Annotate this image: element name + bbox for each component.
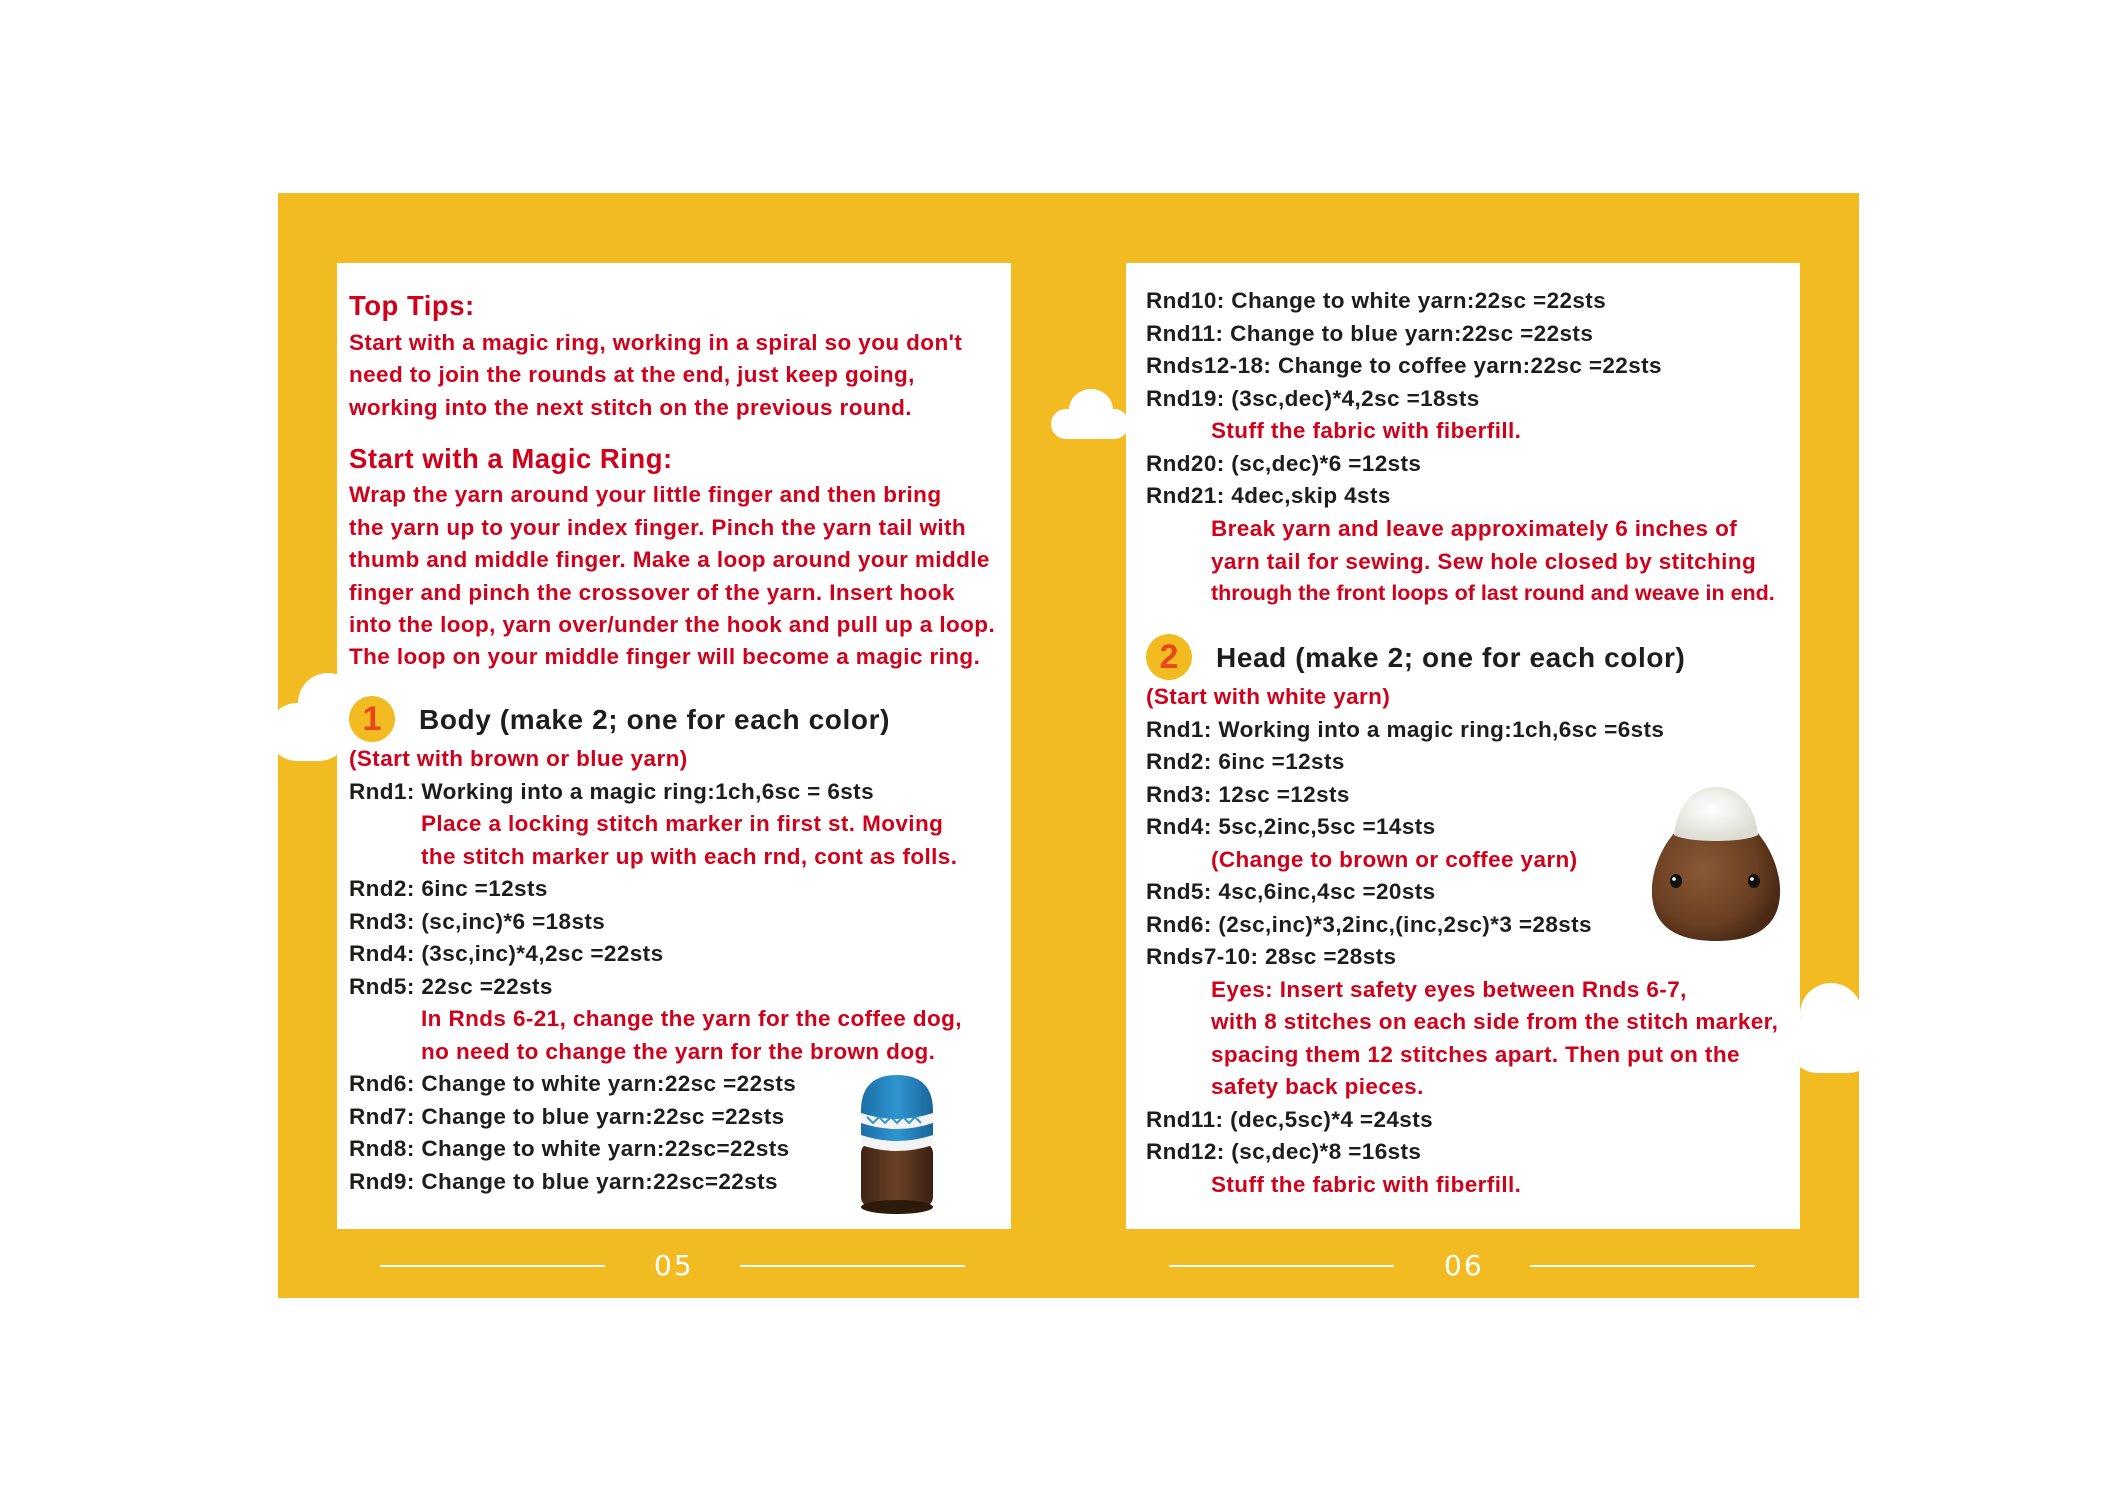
pattern-row: Rnd2: 6inc =12sts [1146,749,1345,774]
start-note: (Start with white yarn) [1146,684,1391,709]
footer-divider [1530,1265,1755,1267]
start-note: (Start with brown or blue yarn) [349,746,688,771]
booklet-spread [278,193,1859,1298]
pattern-row: Rnd4: (3sc,inc)*4,2sc =22sts [349,941,664,966]
magic-ring-title: Start with a Magic Ring: [349,443,673,474]
pattern-note: with 8 stitches on each side from the stitch marker, [1211,1009,1779,1034]
left-page [337,263,1011,1229]
pattern-note: Break yarn and leave approximately 6 inches of [1211,516,1738,541]
pattern-row: Rnd4: 5sc,2inc,5sc =14sts [1146,814,1436,839]
pattern-row: Rnd1: Working into a magic ring:1ch,6sc =6sts [1146,717,1665,742]
pattern-row: Rnd20: (sc,dec)*6 =12sts [1146,451,1422,476]
pattern-row: Rnd3: 12sc =12sts [1146,782,1350,807]
pattern-row: Rnd9: Change to blue yarn:22sc=22sts [349,1169,778,1194]
magic-ring-line: the yarn up to your index finger. Pinch the yarn tail with [349,515,967,540]
pattern-row: Rnd8: Change to white yarn:22sc=22sts [349,1136,790,1161]
cloud-middle-icon [1051,389,1129,439]
pattern-note: the stitch marker up with each rnd, cont as folls. [421,844,958,869]
magic-ring-line: thumb and middle finger. Make a loop around your middle [349,547,990,572]
top-tips-line: need to join the rounds at the end, just keep going, [349,362,915,387]
page-number: 05 [654,1249,694,1282]
crochet-head-photo-icon [1648,783,1784,943]
magic-ring-line: The loop on your middle finger will become a magic ring. [349,644,981,669]
top-tips-line: Start with a magic ring, working in a spiral so you don't [349,330,963,355]
page-number: 06 [1444,1249,1484,1282]
pattern-note: Stuff the fabric with fiberfill. [1211,1172,1522,1197]
pattern-row: Rnd2: 6inc =12sts [349,876,548,901]
right-page [1126,263,1800,1229]
pattern-row: Rnd12: (sc,dec)*8 =16sts [1146,1139,1422,1164]
footer-divider [380,1265,605,1267]
pattern-row: Rnd5: 4sc,6inc,4sc =20sts [1146,879,1436,904]
pattern-row: Rnds7-10: 28sc =28sts [1146,944,1397,969]
pattern-note: safety back pieces. [1211,1074,1424,1099]
crochet-body-photo-icon [857,1073,937,1215]
pattern-row: Rnd1: Working into a magic ring:1ch,6sc = 6sts [349,779,874,804]
magic-ring-line: finger and pinch the crossover of the yarn. Insert hook [349,580,955,605]
pattern-note: (Change to brown or coffee yarn) [1211,847,1578,872]
pattern-note: spacing them 12 stitches apart. Then put on the [1211,1042,1740,1067]
pattern-row: Rnd19: (3sc,dec)*4,2sc =18sts [1146,386,1480,411]
pattern-row: Rnd10: Change to white yarn:22sc =22sts [1146,288,1607,313]
body-section-title: Body (make 2; one for each color) [419,704,891,735]
pattern-row: Rnd21: 4dec,skip 4sts [1146,483,1391,508]
pattern-row: Rnd6: Change to white yarn:22sc =22sts [349,1071,797,1096]
pattern-note: no need to change the yarn for the brown dog. [421,1039,936,1064]
pattern-note: In Rnds 6-21, change the yarn for the coffee dog, [421,1006,962,1031]
magic-ring-line: into the loop, yarn over/under the hook and pull up a loop. [349,612,996,637]
section-number-badge: 1 [349,696,395,742]
footer-divider [1169,1265,1394,1267]
pattern-row: Rnd11: Change to blue yarn:22sc =22sts [1146,321,1594,346]
pattern-row: Rnd11: (dec,5sc)*4 =24sts [1146,1107,1434,1132]
pattern-row: Rnd3: (sc,inc)*6 =18sts [349,909,606,934]
pattern-note: through the front loops of last round and weave in end. [1211,581,1775,605]
pattern-note: yarn tail for sewing. Sew hole closed by stitching [1211,549,1757,574]
top-tips-title: Top Tips: [349,290,475,321]
top-tips-line: working into the next stitch on the previous round. [349,395,912,420]
pattern-row: Rnd5: 22sc =22sts [349,974,553,999]
pattern-note: Eyes: Insert safety eyes between Rnds 6-7, [1211,977,1687,1002]
head-section-title: Head (make 2; one for each color) [1216,642,1686,673]
footer-divider [740,1265,965,1267]
pattern-row: Rnds12-18: Change to coffee yarn:22sc =22sts [1146,353,1662,378]
pattern-row: Rnd7: Change to blue yarn:22sc =22sts [349,1104,785,1129]
section-number-badge: 2 [1146,634,1192,680]
magic-ring-line: Wrap the yarn around your little finger and then bring [349,482,942,507]
pattern-note: Stuff the fabric with fiberfill. [1211,418,1522,443]
pattern-note: Place a locking stitch marker in first st. Moving [421,811,944,836]
pattern-row: Rnd6: (2sc,inc)*3,2inc,(inc,2sc)*3 =28sts [1146,912,1592,937]
